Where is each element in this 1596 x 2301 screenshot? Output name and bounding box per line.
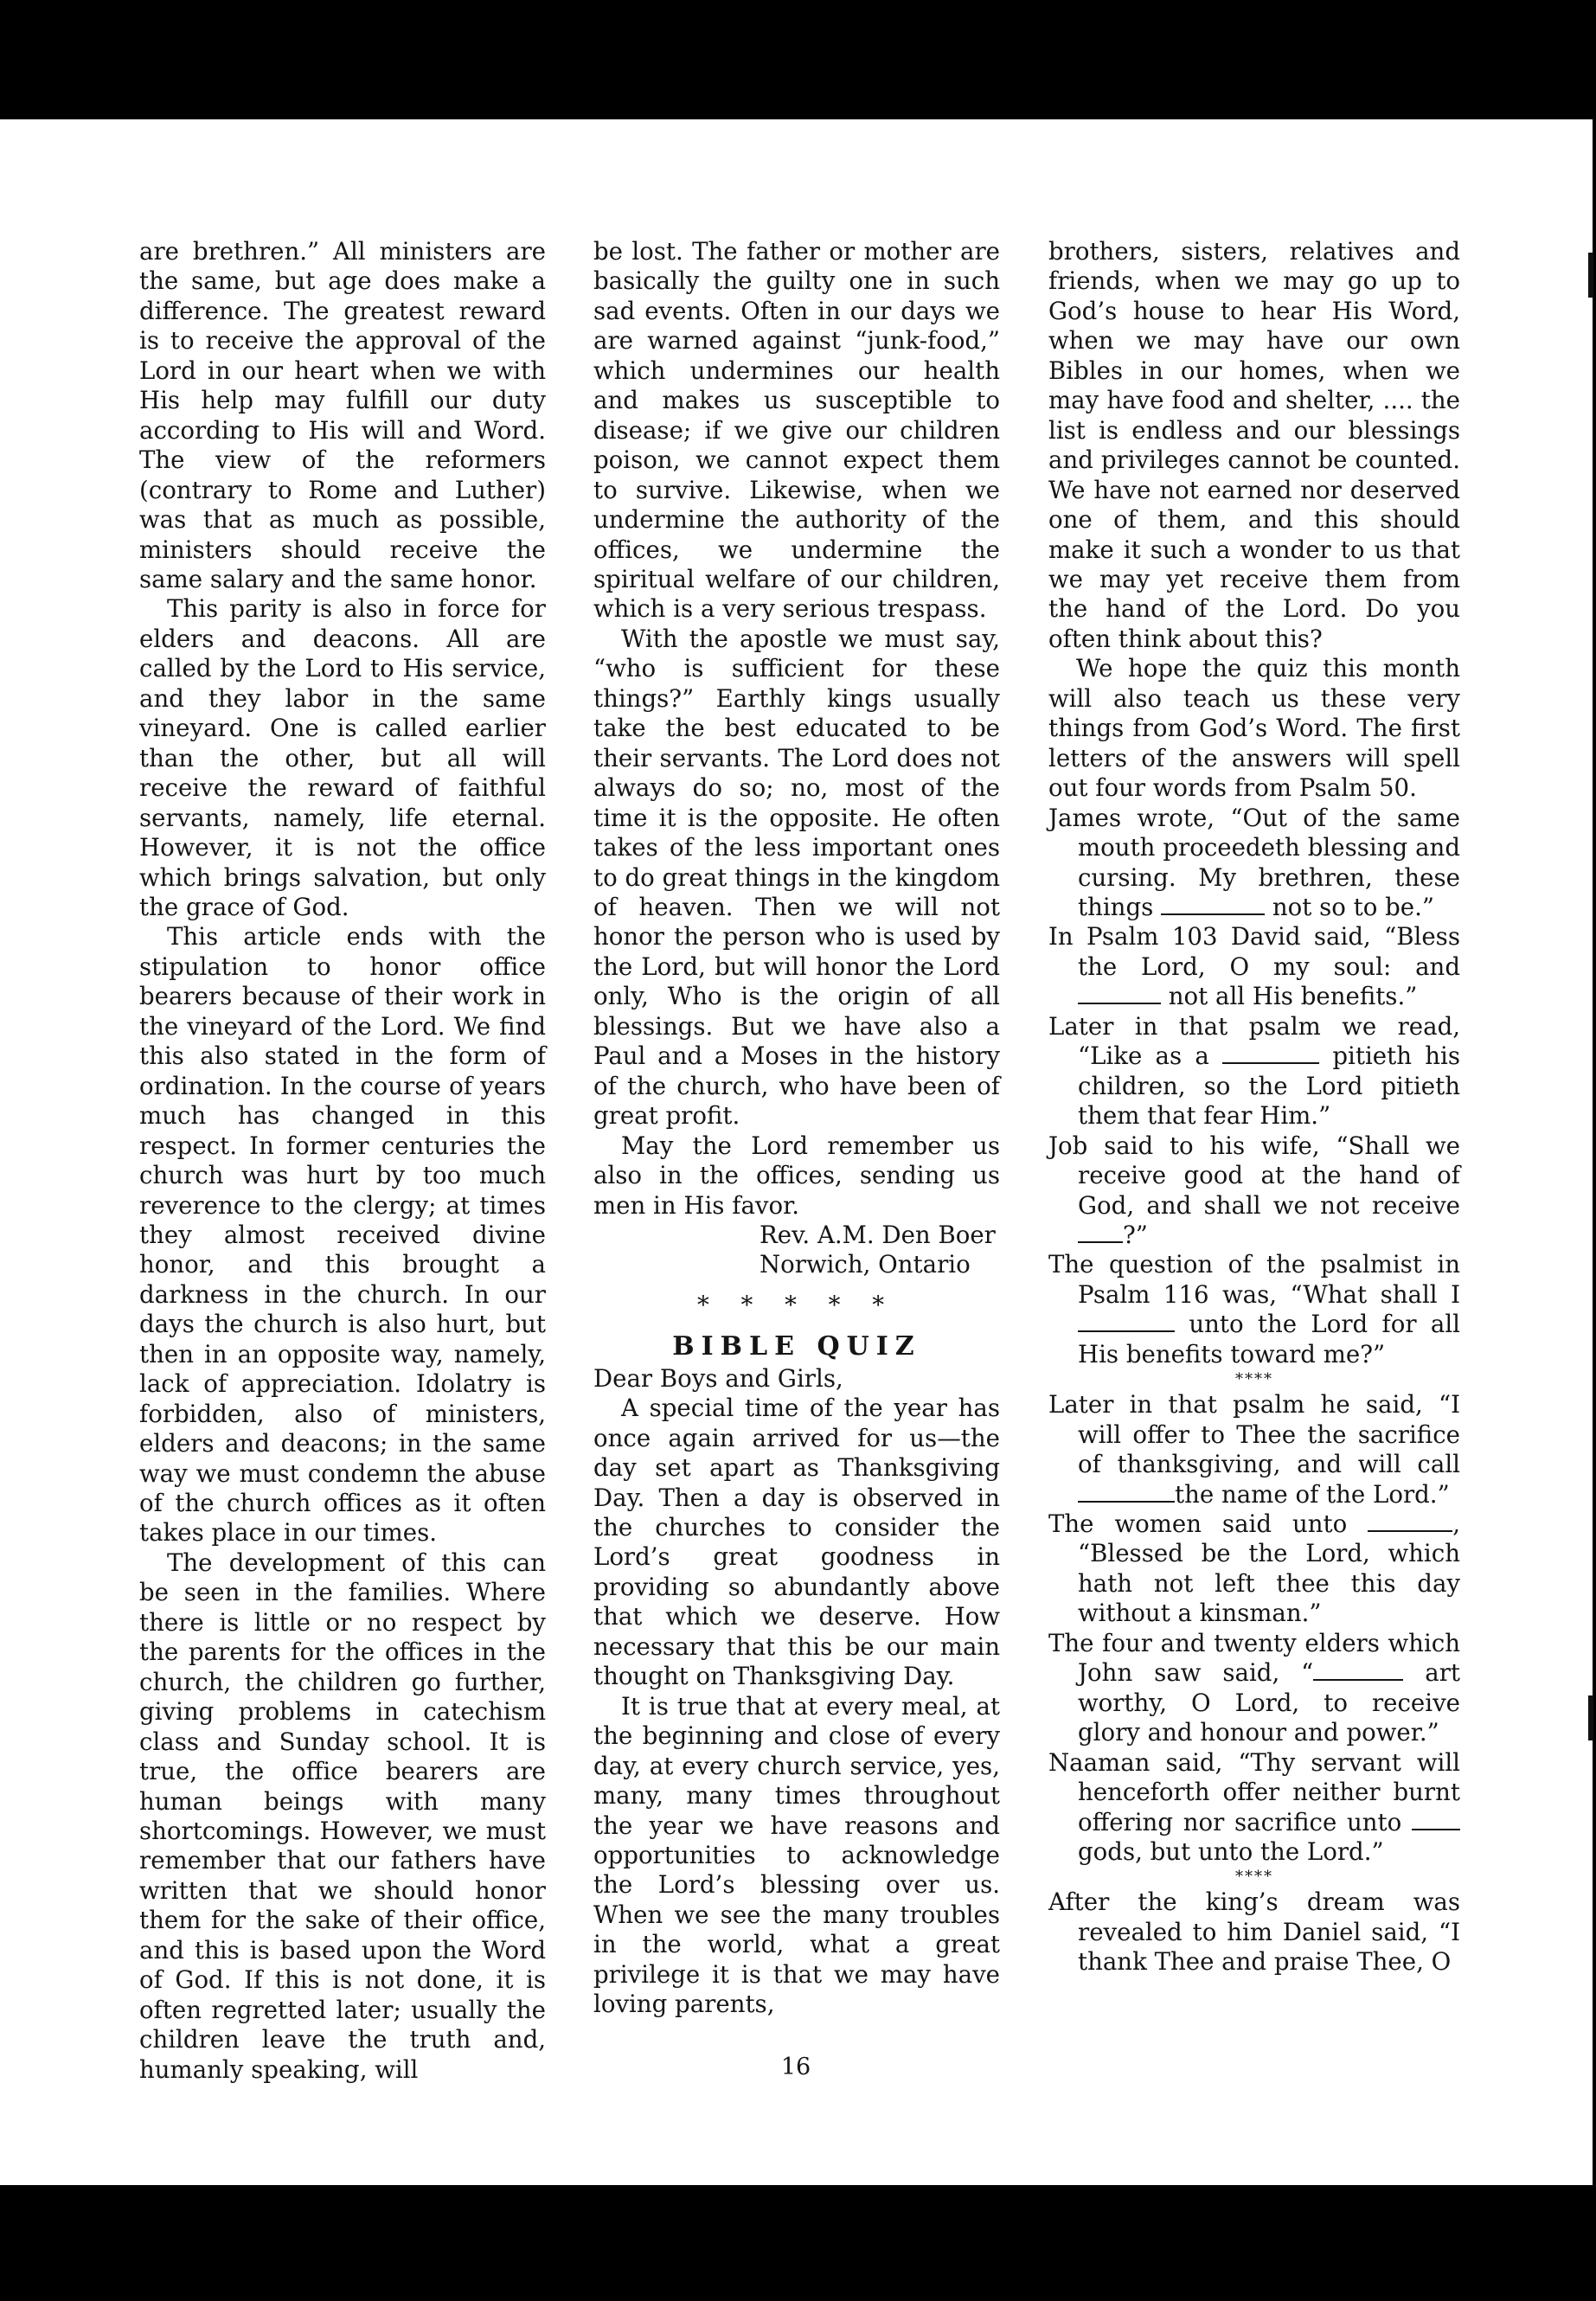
answer-blank	[1368, 1511, 1452, 1532]
answer-blank	[1161, 894, 1265, 915]
scan-border-top	[0, 0, 1596, 119]
text-column-3	[1048, 237, 1460, 1977]
answer-blank	[1078, 1222, 1123, 1243]
answer-blank	[1078, 984, 1161, 1004]
text-column-1	[139, 237, 546, 2085]
quiz-separator: ****	[1235, 1868, 1273, 1887]
answer-blank	[1313, 1660, 1403, 1681]
quiz-heading: BIBLE QUIZ	[672, 1331, 921, 1362]
quiz-question: The question of the psalmist in Psalm 116 was, “What shall I unto the Lord for all His benefits toward me?”	[1048, 1250, 1460, 1368]
scan-border-right	[1593, 119, 1596, 2185]
quiz-question: The four and twenty elders which John saw said, “ art worthy, O Lord, to receive glory and honour and power.”	[1048, 1628, 1460, 1747]
page-number: 16	[780, 2054, 811, 2080]
text-column-2	[593, 237, 1000, 2020]
answer-blank	[1222, 1043, 1319, 1064]
author-signature-place: Norwich, Ontario	[760, 1250, 971, 1279]
paragraph: We hope the quiz this month will also teach us these very things from God’s Word. The first letters of the answers will spell out four words from Psalm 50.	[1048, 654, 1460, 803]
salutation: Dear Boys and Girls,	[593, 1363, 843, 1393]
scan-edge-mark	[1588, 1695, 1593, 1740]
answer-blank	[1412, 1810, 1460, 1830]
quiz-question: Naaman said, “Thy servant will henceforth offer neither burnt offering nor sacrifice unto gods, but unto the Lord.”	[1048, 1747, 1460, 1867]
paragraph: This parity is also in force for elders and deacons. All are called by the Lord to His service, and they labor in the same vineyard. One is called earlier than the other, but all will receive the reward of faithful servants, namely, life eternal. However, it is not the office which brings salvation, but only the grace of God.	[139, 594, 546, 921]
scan-edge-mark	[1588, 253, 1593, 298]
paragraph: are brethren.” All ministers are the same, but age does make a difference. The greatest reward is to receive the approval of the Lord in our heart when we with His help may fulfill our duty according to His will and Word. The view of the reformers (contrary to Rome and Luther) was that as much as possible, ministers should receive the same salary and the same honor.	[139, 237, 546, 593]
quiz-question: Later in that psalm we read, “Like as a pitieth his children, so the Lord pitieth them that fear Him.”	[1048, 1011, 1460, 1131]
paragraph: be lost. The father or mother are basically the guilty one in such sad events. Often in our days we are warned against “junk-food,” which undermines our health and makes us susceptible to disease; if we give our children poison, we cannot expect them to survive. Likewise, when we undermine the authority of the offices, we undermine the spiritual welfare of our children, which is a very serious trespass.	[593, 237, 1000, 624]
author-signature-name: Rev. A.M. Den Boer	[760, 1220, 996, 1249]
quiz-question: The women said unto , “Blessed be the Lord, which hath not left thee this day without a kinsman.”	[1048, 1509, 1460, 1628]
quiz-question: James wrote, “Out of the same mouth proceedeth blessing and cursing. My brethren, these things not so to be.”	[1048, 803, 1460, 921]
quiz-question: In Psalm 103 David said, “Bless the Lord, O my soul: and not all His benefits.”	[1048, 922, 1460, 1011]
quiz-separator: ****	[1235, 1370, 1273, 1389]
paragraph: The development of this can be seen in the families. Where there is little or no respect by the parents for the offices in the church, the children go further, giving problems in catechism class and Sunday school. It is true, the office bearers are human beings with many shortcomings. However, we must remember that our fathers have written that we should honor them for the sake of their office, and this is based upon the Word of God. If this is not done, it is often regretted later; usually the children leave the truth and, humanly speaking, will	[139, 1548, 546, 2084]
scan-border-bottom	[0, 2185, 1596, 2301]
answer-blank	[1078, 1311, 1175, 1332]
paragraph: This article ends with the stipulation to honor office bearers because of their work in the vineyard of the Lord. We find this also stated in the form of ordination. In the course of years much has changed in this respect. In former centuries the church was hurt by too much reverence to the clergy; at times they almost received divine honor, and this brought a darkness in the church. In our days the church is also hurt, but then in an opposite way, namely, lack of appreciation. Idolatry is forbidden, also of ministers, elders and deacons; in the same way we must condemn the abuse of the church offices as it often takes place in our times.	[139, 922, 546, 1548]
paragraph: It is true that at every meal, at the beginning and close of every day, at every church service, yes, many, many times throughout the year we have reasons and opportunities to acknowledge the Lord’s blessing over us. When we see the many troubles in the world, what a great privilege it is that we may have loving parents,	[593, 1691, 1000, 2019]
paragraph: A special time of the year has once again arrived for us—the day set apart as Thanksgiving Day. Then a day is observed in the churches to consider the Lord’s great goodness in providing so abundantly above that which we deserve. How necessary that this be our main thought on Thanksgiving Day.	[593, 1394, 1000, 1691]
section-separator: * * * * *	[696, 1290, 897, 1319]
answer-blank	[1078, 1482, 1175, 1503]
paragraph: May the Lord remember us also in the offices, sending us men in His favor.	[593, 1131, 1000, 1220]
quiz-question: Later in that psalm he said, “I will offer to Thee the sacrifice of thanksgiving, and will call the name of the Lord.”	[1048, 1390, 1460, 1509]
quiz-question: Job said to his wife, “Shall we receive good at the hand of God, and shall we not receive ?”	[1048, 1131, 1460, 1249]
paragraph: brothers, sisters, relatives and friends, when we may go up to God’s house to hear His Word, when we may have our own Bibles in our homes, when we may have food and shelter, .... the list is endless and our blessings and privileges cannot be counted. We have not earned nor deserved one of them, and this should make it such a wonder to us that we may yet receive them from the hand of the Lord. Do you often think about this?	[1048, 237, 1460, 653]
paragraph: With the apostle we must say, “who is sufficient for these things?” Earthly kings usually take the best educated to be their servants. The Lord does not always do so; no, most of the time it is the opposite. He often takes of the less important ones to do great things in the kingdom of heaven. Then we will not honor the person who is used by the Lord, but will honor the Lord only, Who is the origin of all blessings. But we have also a Paul and a Moses in the history of the church, who have been of great profit.	[593, 624, 1000, 1131]
quiz-question: After the king’s dream was revealed to him Daniel said, “I thank Thee and praise Thee, O	[1048, 1888, 1460, 1977]
